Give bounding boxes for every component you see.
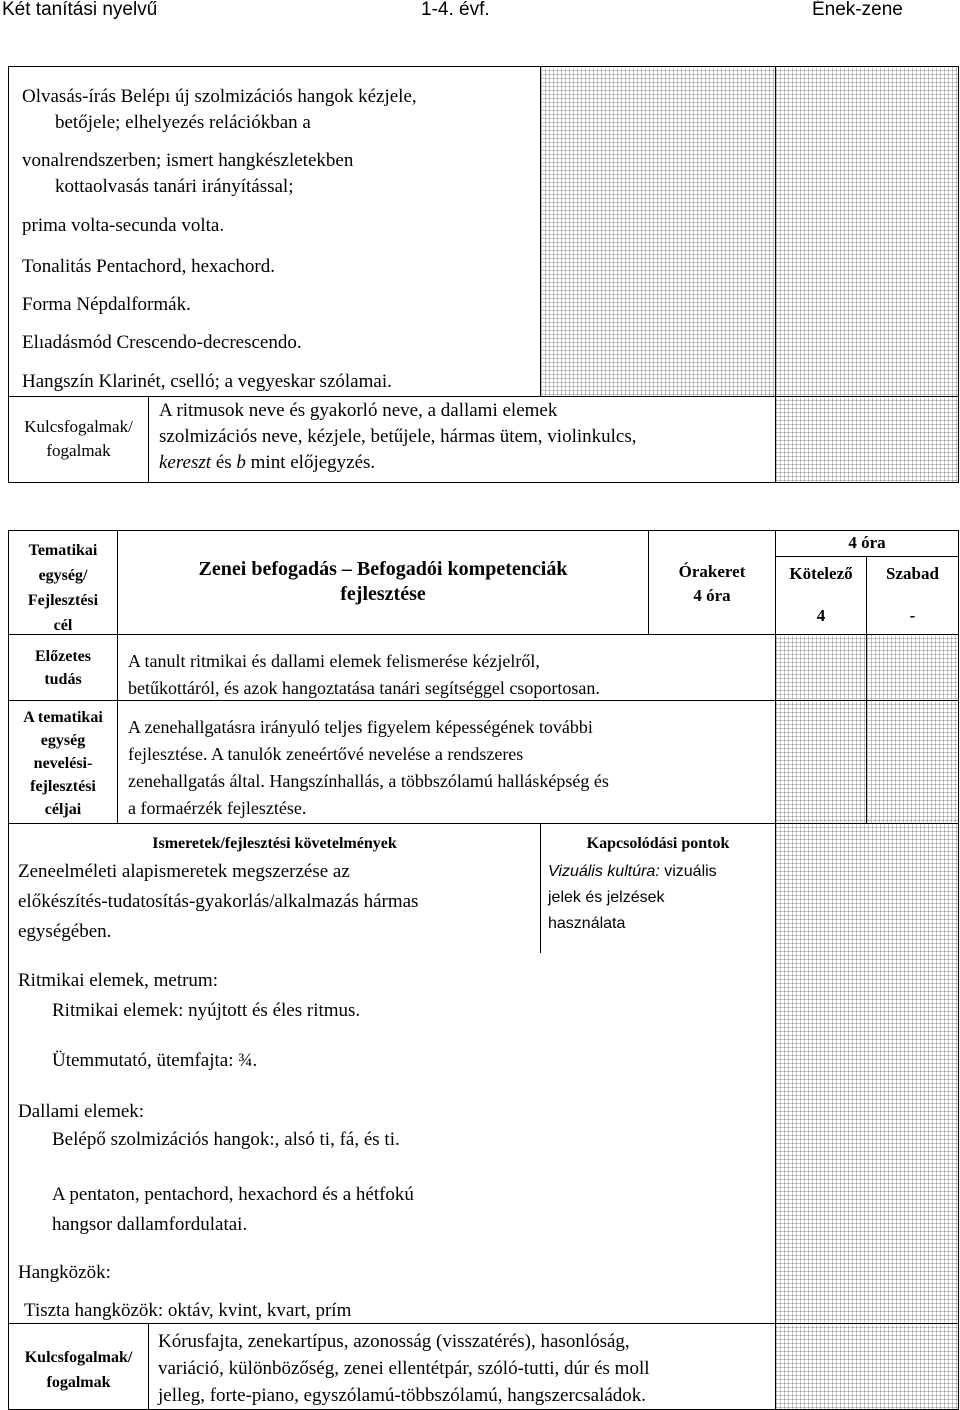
requirements-header: Ismeretek/fejlesztési követelmények	[152, 835, 397, 852]
requirements-intro: Zeneelméleti alapismeretek megszerzése az előkészítés-tudatosítás-gyakorlás/alkalmazás hármas egységében.	[18, 861, 419, 942]
total-hours: 4 óra	[848, 533, 886, 552]
header-right: Ének-zene	[812, 0, 903, 20]
meter-item: Ütemmutató, ütemfajta: ¾.	[52, 1050, 258, 1071]
block1-line-2: betőjele; elhelyezés relációkban a	[55, 112, 311, 133]
goals-label: A tematikai egység nevelési- fejlesztési céljai	[23, 709, 103, 818]
block1-line-4: kottaolvasás tanári irányítással;	[55, 176, 294, 197]
block2-key-text: Kórusfajta, zenekartípus, azonosság (visszatérés), hasonlóság, variáció, különbözőség, zenei ellentétpár, szóló-tutti, dúr és moll jelleg, forte-piano, egyszólamú-többszólamú, hangszercsaládok.	[158, 1331, 650, 1406]
melody-item-1: Belépő szolmizációs hangok:, alsó ti, fá, és ti.	[52, 1129, 400, 1150]
block1-line-5: prima volta-secunda volta.	[22, 215, 225, 236]
header-center: 1-4. évf.	[421, 0, 490, 20]
block1-line-7: Forma Népdalformák.	[22, 294, 191, 315]
rhythm-heading: Ritmikai elemek, metrum:	[18, 970, 218, 991]
unit-label: Tematikai egység/ Fejlesztési cél	[27, 542, 99, 634]
links-header: Kapcsolódási pontok	[586, 835, 730, 852]
block1-line-1: Olvasás-írás Belépı új szolmizációs hangok kézjele,	[22, 86, 417, 107]
melody-item-2: A pentaton, pentachord, hexachord és a hétfokú hangsor dallamfordulatai.	[52, 1184, 414, 1235]
block2-key-label: Kulcsfogalmak/ fogalmak	[24, 1349, 133, 1391]
interval-heading: Hangközök:	[18, 1262, 111, 1283]
melody-heading: Dallami elemek:	[18, 1101, 145, 1122]
mandatory-label: Kötelező	[789, 564, 853, 583]
prior-text: A tanult ritmikai és dallami elemek felismerése kézjelről, betűkottáról, és azok hangoztatása tanári segítséggel csoportosan.	[128, 651, 600, 698]
block1-line-8: Elıadásmód Crescendo-decrescendo.	[22, 332, 302, 353]
unit-title: Zenei befogadás – Befogadói kompetenciák fejlesztése	[198, 558, 568, 605]
goals-text: A zenehallgatásra irányuló teljes figyelem képességének további fejlesztése. A tanulók zeneértővé nevelése a rendszeres zenehallgatás által. Hangszínhallás, a többszólamú hallásképség és a formaérzék fejlesztése.	[128, 717, 609, 818]
block1-line-6: Tonalitás Pentachord, hexachord.	[22, 256, 275, 277]
block1-line-9: Hangszín Klarinét, cselló; a vegyeskar szólamai.	[22, 371, 392, 392]
frame-hours: Órakeret 4 óra	[678, 562, 746, 605]
interval-item: Tiszta hangközök: oktáv, kvint, kvart, prím	[24, 1300, 352, 1321]
header-left: Két tanítási nyelvű	[2, 0, 158, 20]
block1-key-label: Kulcsfogalmak/ fogalmak	[24, 417, 133, 460]
mandatory-value: 4	[816, 606, 826, 625]
prior-label: Előzetes tudás	[35, 648, 91, 688]
free-label: Szabad	[886, 564, 939, 583]
rhythm-item: Ritmikai elemek: nyújtott és éles ritmus.	[52, 1000, 361, 1021]
links-text: Vizuális kultúra: vizuális jelek és jelzések használata	[548, 863, 717, 932]
free-value: -	[909, 606, 916, 625]
block1-key-text: A ritmusok neve és gyakorló neve, a dallami elemek szolmizációs neve, kézjele, betűjele, hármas ütem, violinkulcs, kereszt és b mint előjegyzés.	[159, 400, 637, 473]
block1-line-3: vonalrendszerben; ismert hangkészletekben	[22, 150, 354, 171]
